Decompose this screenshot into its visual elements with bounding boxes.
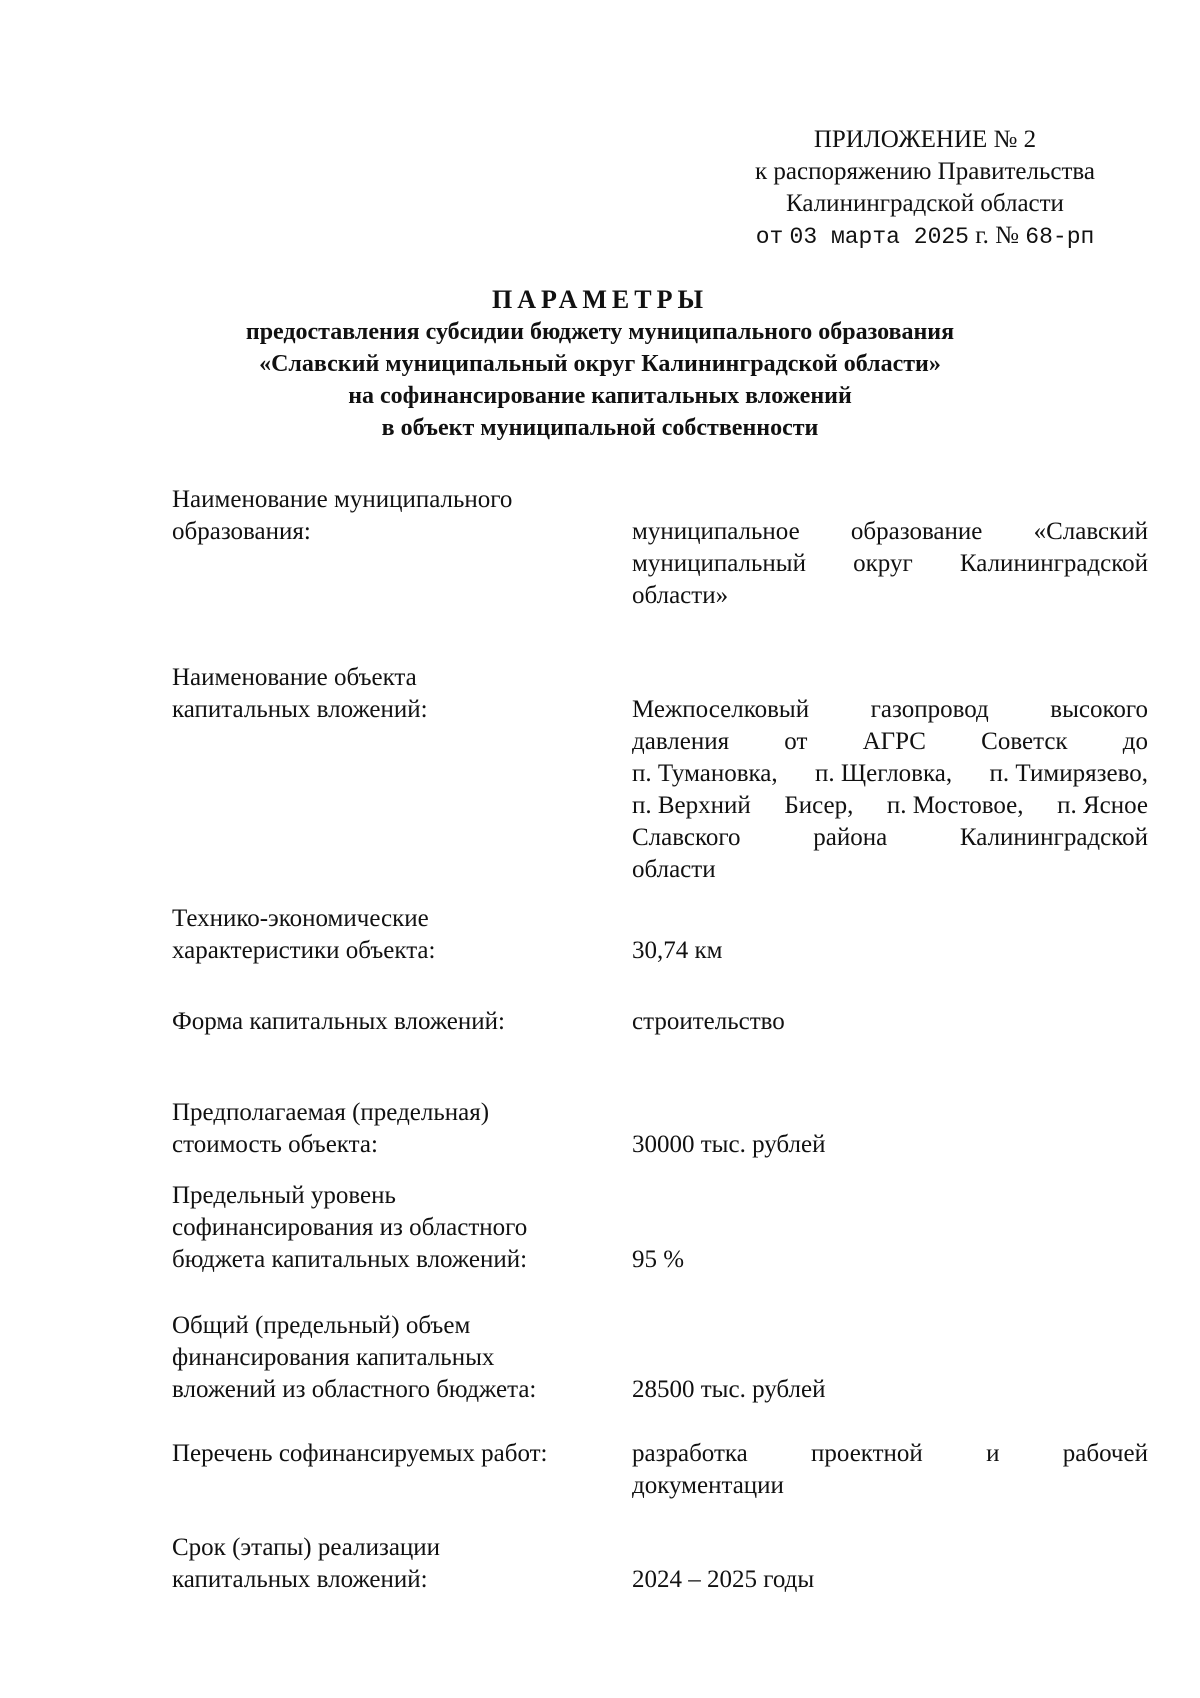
param-label: Форма капитальных вложений: [172, 1008, 505, 1035]
param-value [632, 1438, 1148, 1502]
value-line: давления от АГРС Советск до [632, 728, 1148, 755]
param-value: 30,74 км [632, 937, 723, 964]
appendix-line-1: к распоряжению Правительства [754, 158, 1095, 185]
param-label: Предельный уровень софинансирования из областного бюджета капитальных вложений: [172, 1182, 528, 1273]
appendix-date-line [700, 220, 1150, 253]
param-value [632, 694, 1148, 886]
title-heading: ПАРАМЕТРЫ [492, 285, 708, 314]
value-line: документации [632, 1472, 784, 1499]
param-value: 30000 тыс. рублей [632, 1131, 826, 1158]
date-prefix: от [755, 224, 784, 250]
title-line-2: «Славский муниципальный округ Калининградской области» [259, 351, 941, 377]
param-label: Перечень софинансируемых работ: [172, 1440, 548, 1467]
param-value: 95 % [632, 1246, 685, 1273]
param-value [632, 516, 1148, 612]
param-label: Наименование объекта капитальных вложений: [172, 664, 428, 723]
param-label: Предполагаемая (предельная) стоимость объекта: [172, 1099, 490, 1158]
appendix-line-2: Калининградской области [786, 190, 1064, 217]
title-line-3: на софинансирование капитальных вложений [348, 383, 852, 409]
value-line: муниципальный округ Калининградской [632, 550, 1148, 577]
param-label: Общий (предельный) объем финансирования капитальных вложений из областного бюджета: [172, 1312, 537, 1403]
value-line: разработка проектной и рабочей [632, 1440, 1148, 1467]
value-line: Славского района Калининградской [632, 824, 1148, 851]
param-value: строительство [632, 1008, 785, 1035]
value-line: Межпоселковый газопровод высокого [632, 696, 1148, 723]
document-title [150, 284, 1050, 444]
param-label: Наименование муниципального образования: [172, 486, 513, 545]
value-line: области» [632, 582, 729, 609]
value-line: муниципальное образование «Славский [632, 518, 1148, 545]
title-line-1: предоставления субсидии бюджету муниципального образования [245, 319, 955, 345]
title-line-4: в объект муниципальной собственности [381, 415, 819, 441]
doc-number: 68-рп [1025, 224, 1095, 250]
date-value: 03 марта 2025 [789, 224, 969, 250]
value-line: п. Верхний Бисер, п. Мостовое, п. Ясное [632, 792, 1148, 819]
param-label: Технико-экономические характеристики объекта: [172, 905, 436, 964]
param-value: 28500 тыс. рублей [632, 1376, 826, 1403]
param-label: Срок (этапы) реализации капитальных вложений: [172, 1534, 441, 1593]
value-line: п. Тумановка, п. Щегловка, п. Тимирязево, [632, 760, 1148, 787]
value-line: области [632, 856, 716, 883]
appendix-title: ПРИЛОЖЕНИЕ № 2 [813, 126, 1037, 153]
date-year-suffix: г. № [975, 222, 1020, 249]
param-value: 2024 – 2025 годы [632, 1566, 815, 1593]
